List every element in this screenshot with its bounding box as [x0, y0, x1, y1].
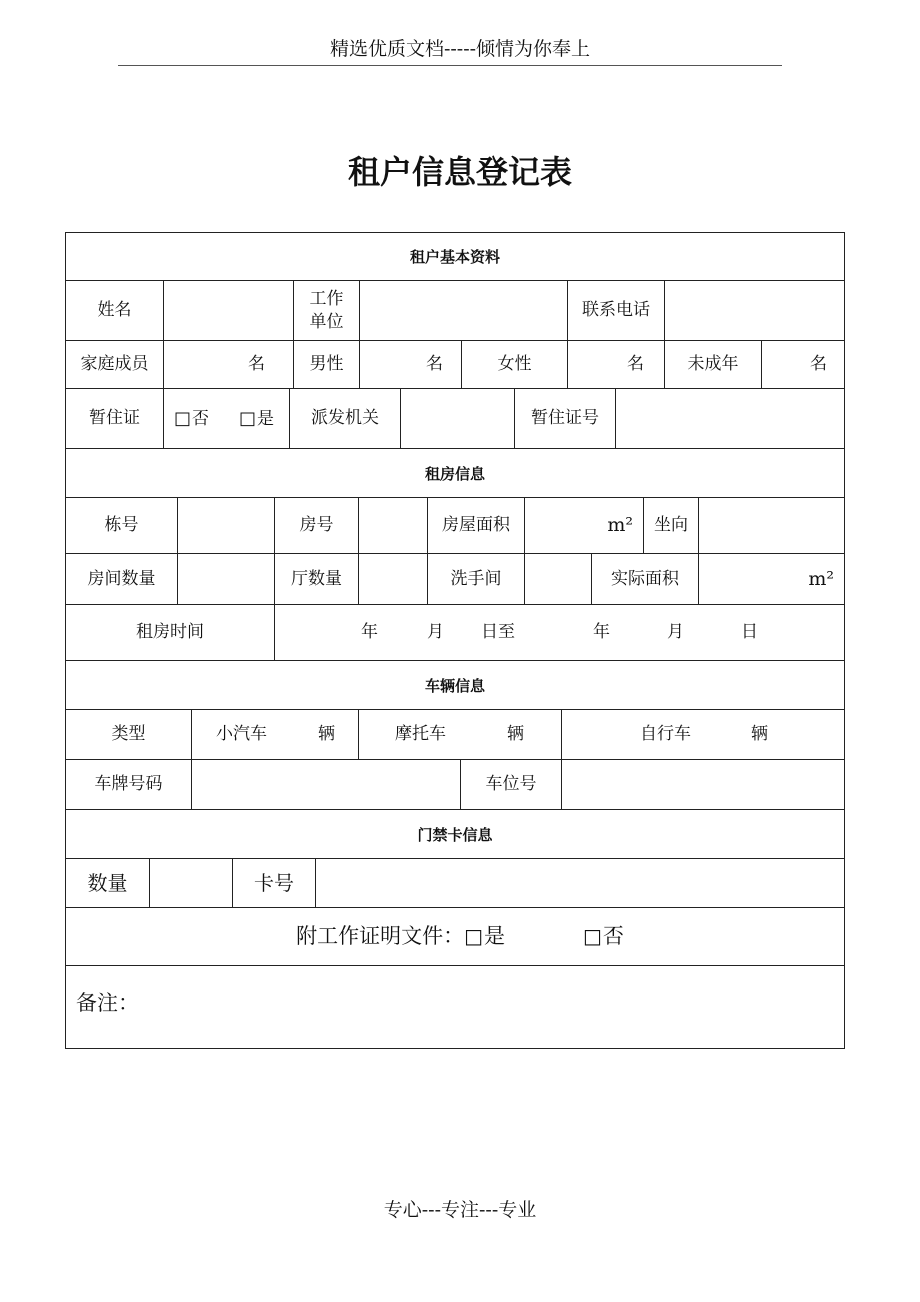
phone-field[interactable]: [664, 281, 844, 340]
issuer-field[interactable]: [400, 389, 514, 448]
section-access-card: [66, 810, 844, 859]
car-unit: 辆: [318, 724, 335, 744]
actual-area-label: 实际面积: [591, 554, 698, 604]
work-unit-label-line1: 工作: [309, 288, 344, 309]
card-number-field[interactable]: [315, 859, 844, 907]
plate-number-label: 车牌号码: [94, 774, 163, 794]
work-unit-label: [293, 281, 359, 340]
attachment-no-option[interactable]: [583, 925, 624, 948]
section-vehicle-info: [66, 661, 844, 710]
motorcycle-unit: 辆: [507, 724, 524, 744]
start-year: 年: [361, 622, 378, 642]
hall-count-label: 厅数量: [274, 554, 358, 604]
attachment-label: 附工作证明文件：: [296, 924, 465, 948]
vehicle-type-label: 类型: [111, 724, 146, 744]
permit-label: 暂住证: [89, 408, 140, 428]
room-count-field[interactable]: [177, 554, 274, 604]
attachment-yes-option[interactable]: [464, 925, 505, 948]
row-access-card: [66, 859, 844, 908]
name-label: 姓名: [97, 300, 132, 320]
section-basic-info: [66, 233, 844, 281]
attachment-yes-checkbox-icon[interactable]: □: [464, 924, 483, 948]
attachment-yes-text: 是: [484, 924, 505, 948]
bathroom-field[interactable]: [524, 554, 591, 604]
house-area-unit: m²: [607, 514, 633, 536]
female-unit: 名: [627, 354, 644, 374]
permit-yes-checkbox-icon[interactable]: □: [239, 407, 257, 429]
male-count-field[interactable]: [359, 341, 461, 388]
attachment-line: [66, 908, 844, 965]
work-unit-label-line2: 单位: [309, 311, 344, 332]
bathroom-label: 洗手间: [427, 554, 524, 604]
facing-label: 坐向: [643, 498, 698, 553]
car-count-field[interactable]: [191, 710, 358, 759]
plate-number-field[interactable]: [191, 760, 460, 809]
row-remarks[interactable]: [66, 966, 844, 1049]
parking-spot-field[interactable]: [561, 760, 844, 809]
building-label: 栋号: [104, 515, 139, 535]
row-rental-period: [66, 605, 844, 661]
car-label: 小汽车: [216, 724, 267, 744]
row-rooms: [66, 554, 844, 605]
permit-number-field[interactable]: [615, 389, 844, 448]
family-unit: 名: [248, 354, 265, 374]
end-month: 月: [667, 622, 684, 642]
motorcycle-label: 摩托车: [395, 724, 446, 744]
row-building: [66, 498, 844, 554]
minor-unit: 名: [810, 354, 827, 374]
card-number-label: 卡号: [232, 859, 315, 907]
rental-period-label: 租房时间: [136, 622, 204, 642]
rental-period-field[interactable]: [274, 605, 844, 660]
permit-yes-text: 是: [257, 408, 275, 429]
page-header: 精选优质文档-----倾情为你奉上: [329, 38, 591, 60]
start-month: 月: [427, 622, 444, 642]
bicycle-count-field[interactable]: [561, 710, 844, 759]
room-count-label: 房间数量: [87, 568, 156, 589]
row-permit: [66, 389, 844, 449]
actual-area-unit: m²: [808, 567, 834, 590]
end-day: 日: [741, 622, 758, 642]
row-plate: [66, 760, 844, 810]
form-title: 租户信息登记表: [347, 153, 572, 191]
end-year: 年: [593, 622, 610, 642]
building-field[interactable]: [177, 498, 274, 553]
attachment-no-text: 否: [602, 924, 624, 948]
minor-label: 未成年: [664, 341, 761, 388]
section-rental-info: [66, 449, 844, 498]
header-divider: [118, 65, 782, 66]
room-no-label: 房号: [274, 498, 358, 553]
work-unit-field[interactable]: [359, 281, 567, 340]
family-label: 家庭成员: [80, 354, 149, 374]
parking-spot-label: 车位号: [460, 760, 561, 809]
permit-number-label: 暂住证号: [514, 389, 615, 448]
permit-no-checkbox-icon[interactable]: □: [174, 407, 192, 429]
issuer-label: 派发机关: [289, 389, 400, 448]
male-unit: 名: [426, 354, 443, 374]
family-count-field[interactable]: [163, 341, 293, 388]
registration-form: [65, 232, 845, 1049]
permit-options: [163, 389, 289, 448]
female-label: 女性: [461, 341, 567, 388]
female-count-field[interactable]: [567, 341, 664, 388]
remarks-label: 备注：: [76, 991, 139, 1015]
hall-count-field[interactable]: [358, 554, 427, 604]
section-basic-info-label: 租户基本资料: [409, 248, 500, 266]
permit-yes-option[interactable]: [239, 407, 274, 431]
house-area-label: 房屋面积: [427, 498, 524, 553]
attachment-no-checkbox-icon[interactable]: □: [583, 924, 602, 948]
section-access-card-label: 门禁卡信息: [417, 825, 493, 844]
section-rental-info-label: 租房信息: [424, 464, 485, 483]
name-field[interactable]: [163, 281, 293, 340]
row-attachment: [66, 908, 844, 966]
facing-field[interactable]: [698, 498, 844, 553]
motorcycle-count-field[interactable]: [358, 710, 561, 759]
row-vehicle-type: [66, 710, 844, 760]
bicycle-label: 自行车: [640, 724, 691, 744]
card-quantity-field[interactable]: [149, 859, 232, 907]
room-no-field[interactable]: [358, 498, 427, 553]
row-name-work-phone: [66, 281, 844, 341]
phone-label: 联系电话: [567, 281, 664, 340]
row-family: [66, 341, 844, 389]
card-quantity-label: 数量: [87, 870, 128, 895]
permit-no-text: 否: [192, 408, 210, 429]
house-area-field[interactable]: [524, 498, 643, 553]
page-footer: 专心---专注---专业: [383, 1199, 537, 1221]
minor-count-field[interactable]: [761, 341, 844, 388]
start-day-to: 日至: [481, 622, 515, 642]
permit-no-option[interactable]: [174, 407, 209, 431]
actual-area-field[interactable]: [698, 554, 844, 604]
bicycle-unit: 辆: [751, 724, 768, 744]
section-vehicle-info-label: 车辆信息: [424, 676, 485, 695]
male-label: 男性: [293, 341, 359, 388]
